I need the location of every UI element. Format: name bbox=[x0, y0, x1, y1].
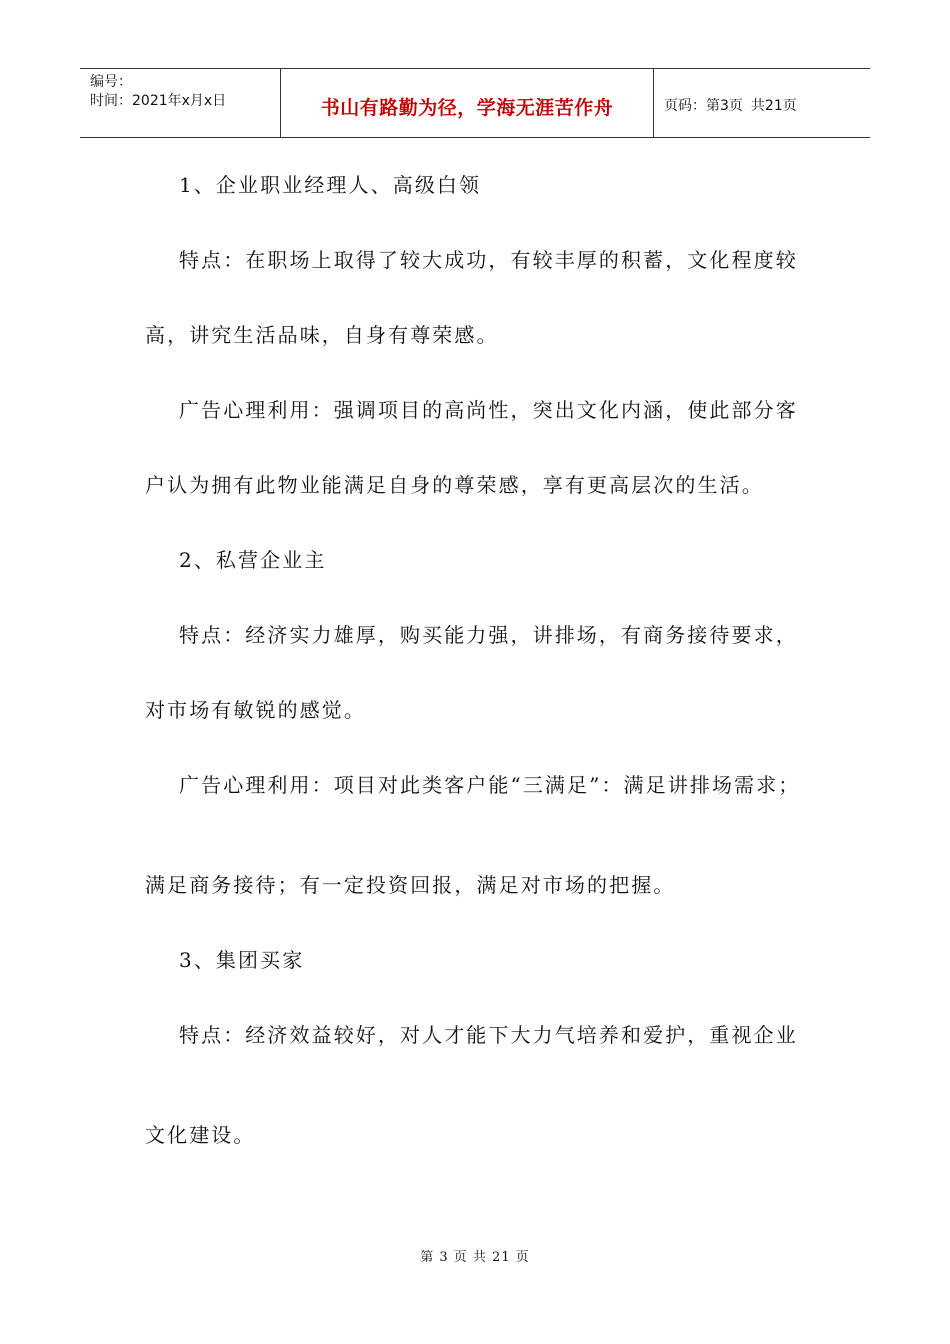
page-header bbox=[80, 68, 870, 138]
section-heading-1: 1、企业职业经理人、高级白领 bbox=[179, 173, 482, 197]
date-label: 时间：2021年x月x日 bbox=[90, 93, 227, 109]
paragraph-line: 特点：经济实力雄厚，购买能力强，讲排场，有商务接待要求， bbox=[179, 623, 798, 647]
paragraph-line: 文化建设。 bbox=[145, 1123, 256, 1147]
paragraph-line: 户认为拥有此物业能满足自身的尊荣感，享有更高层次的生活。 bbox=[145, 473, 764, 497]
paragraph-line: 特点：在职场上取得了较大成功，有较丰厚的积蓄，文化程度较 bbox=[179, 248, 798, 272]
header-motto: 书山有路勤为径，学海无涯苦作舟 bbox=[281, 69, 654, 137]
paragraph-line: 对市场有敏锐的感觉。 bbox=[145, 698, 366, 722]
paragraph-line: 高，讲究生活品味，自身有尊荣感。 bbox=[145, 323, 499, 347]
header-meta-cell bbox=[80, 69, 281, 137]
page-footer: 第 3 页 共 21 页 bbox=[420, 1250, 530, 1265]
paragraph-line: 满足商务接待；有一定投资回报，满足对市场的把握。 bbox=[145, 873, 676, 897]
page-code-label: 页码：第3页 bbox=[664, 98, 743, 114]
serial-number-label: 编号： bbox=[90, 74, 132, 90]
page-total-label: 共21页 bbox=[750, 98, 797, 114]
paragraph-line: 广告心理利用：项目对此类客户能“三满足”：满足讲排场需求； bbox=[179, 773, 801, 797]
section-heading-3: 3、集团买家 bbox=[179, 948, 305, 972]
header-page-code bbox=[654, 69, 870, 137]
paragraph-line: 广告心理利用：强调项目的高尚性，突出文化内涵，使此部分客 bbox=[179, 398, 798, 422]
section-heading-2: 2、私营企业主 bbox=[179, 548, 327, 572]
paragraph-line: 特点：经济效益较好，对人才能下大力气培养和爱护，重视企业 bbox=[179, 1023, 798, 1047]
